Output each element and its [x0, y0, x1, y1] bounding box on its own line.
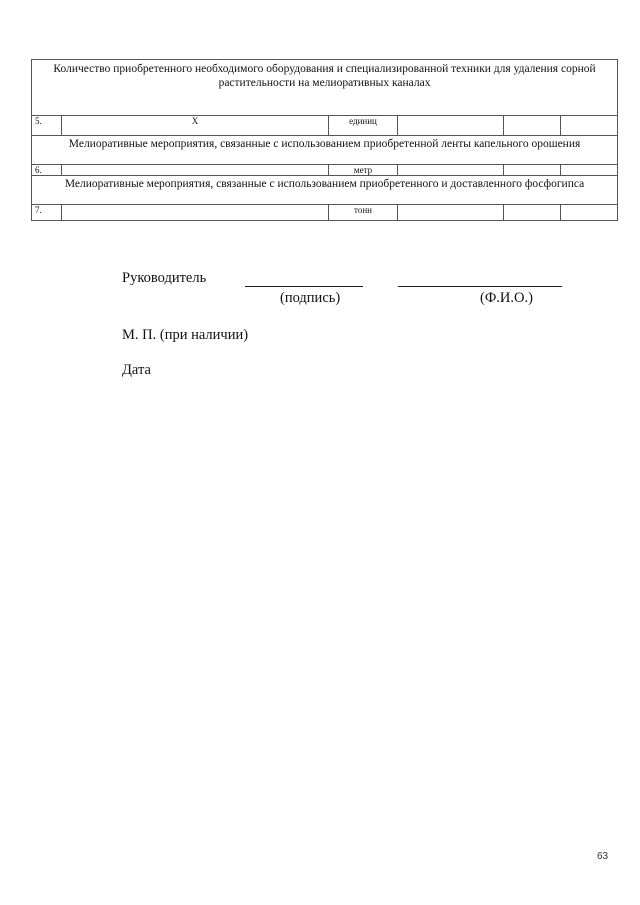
row-number: 7. [32, 205, 62, 221]
row-cell [398, 205, 504, 221]
row-name: X [62, 116, 329, 136]
row-unit: единиц [329, 116, 398, 136]
section-heading: Мелиоративные мероприятия, связанные с использованием приобретенного и доставленного фосфогипса [32, 176, 618, 205]
table-section-row [32, 60, 618, 116]
head-title-label: Руководитель [122, 270, 207, 286]
row-cell [561, 116, 618, 136]
table-row [32, 116, 618, 136]
row-number: 6. [32, 165, 62, 176]
row-cell [561, 205, 618, 221]
report-table [31, 59, 618, 221]
row-cell [504, 116, 561, 136]
full-name-line [398, 286, 562, 287]
row-unit: метр [329, 165, 398, 176]
row-cell [398, 116, 504, 136]
row-name [62, 205, 329, 221]
table-row [32, 205, 618, 221]
table-section-row [32, 176, 618, 205]
full-name-caption: (Ф.И.О.) [480, 290, 533, 306]
row-unit: тонн [329, 205, 398, 221]
row-number: 5. [32, 116, 62, 136]
section-heading: Мелиоративные мероприятия, связанные с использованием приобретенной ленты капельного орошения [32, 136, 618, 165]
row-cell [398, 165, 504, 176]
row-cell [504, 165, 561, 176]
stamp-label: М. П. (при наличии) [122, 327, 249, 343]
date-label: Дата [122, 362, 151, 378]
signature-caption: (подпись) [280, 290, 341, 306]
table-row [32, 165, 618, 176]
row-name [62, 165, 329, 176]
section-heading: Количество приобретенного необходимого оборудования и специализированной техники для удаления сорной растительности на мелиоративных каналах [32, 60, 618, 116]
row-cell [504, 205, 561, 221]
signature-line [245, 286, 363, 287]
table-section-row [32, 136, 618, 165]
row-cell [561, 165, 618, 176]
page-number: 63 [597, 851, 609, 862]
